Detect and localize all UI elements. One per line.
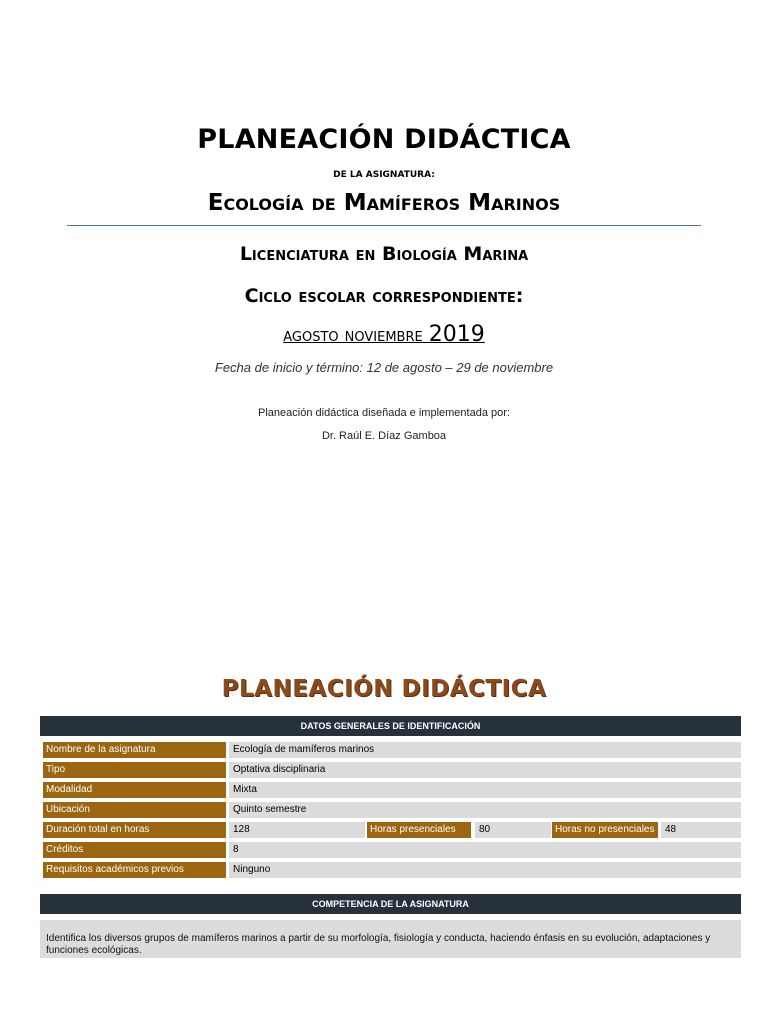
competencia-text: Identifica los diversos grupos de mamíferos marinos a partir de su morfología, fisiología y conducta, haciendo énfasis en su evolución, adaptaciones y funciones ecológicas. bbox=[40, 920, 741, 958]
planeacion-title: PLANEACIÓN DIDÁCTICA bbox=[221, 676, 547, 702]
row-value: Optativa disciplinaria bbox=[229, 762, 741, 778]
table-row bbox=[40, 740, 741, 760]
table-row bbox=[40, 800, 741, 820]
row-label: Modalidad bbox=[43, 782, 226, 798]
period-year: 2019 bbox=[428, 322, 485, 347]
row-value: Ninguno bbox=[229, 862, 741, 878]
row-label: Horas presenciales bbox=[367, 822, 471, 838]
main-title: PLANEACIÓN DIDÁCTICA bbox=[197, 124, 571, 155]
degree-name: Licenciatura en Biología Marina bbox=[239, 243, 529, 265]
general-data-table bbox=[40, 740, 741, 880]
row-value: 128 bbox=[229, 822, 365, 838]
table-row bbox=[40, 780, 741, 800]
table-row bbox=[40, 760, 741, 780]
period-text: agosto noviembre 2019 bbox=[283, 322, 485, 347]
row-label: Ubicación bbox=[43, 802, 226, 818]
period bbox=[0, 322, 768, 347]
row-label: Horas no presenciales bbox=[552, 822, 658, 838]
table-row bbox=[40, 860, 741, 880]
row-value: Ecología de mamíferos marinos bbox=[229, 742, 741, 758]
row-value: 80 bbox=[475, 822, 551, 838]
row-label: Duración total en horas bbox=[43, 822, 226, 838]
title-divider bbox=[67, 225, 701, 226]
competencia-header: COMPETENCIA DE LA ASIGNATURA bbox=[40, 894, 741, 914]
row-label: Tipo bbox=[43, 762, 226, 778]
cycle-label: Ciclo escolar correspondiente: bbox=[244, 285, 524, 307]
course-title: Ecología de Mamíferos Marinos bbox=[207, 190, 561, 216]
designed-by: Planeación didáctica diseñada e implementada por: bbox=[258, 407, 510, 419]
course-dates: Fecha de inicio y término: 12 de agosto – 29 de noviembre bbox=[214, 360, 554, 375]
row-value: Quinto semestre bbox=[229, 802, 741, 818]
general-data-header: DATOS GENERALES DE IDENTIFICACIÓN bbox=[40, 716, 741, 736]
row-label: Nombre de la asignatura bbox=[43, 742, 226, 758]
subtitle: DE LA ASIGNATURA: bbox=[333, 170, 435, 180]
table-row bbox=[40, 840, 741, 860]
row-value: 8 bbox=[229, 842, 741, 858]
row-value: Mixta bbox=[229, 782, 741, 798]
row-label: Requisitos académicos previos bbox=[43, 862, 226, 878]
row-label: Créditos bbox=[43, 842, 226, 858]
row-value: 48 bbox=[661, 822, 741, 838]
table-row bbox=[40, 820, 741, 840]
author-name: Dr. Raúl E. Díaz Gamboa bbox=[321, 430, 447, 442]
